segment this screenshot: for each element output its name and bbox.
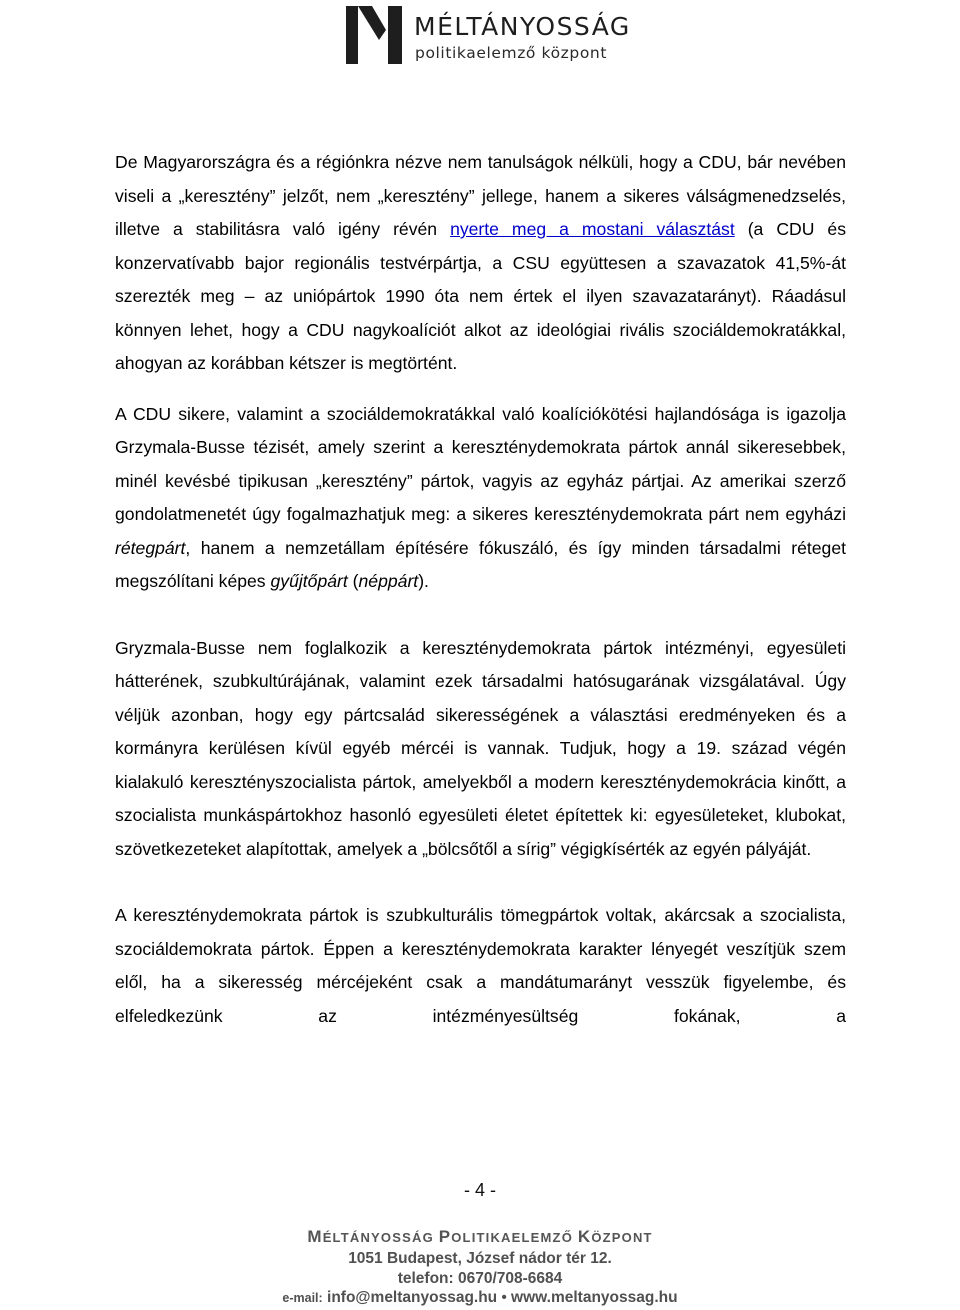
paragraph-2-emphasis-gyujtopart: gyűjtőpárt <box>270 571 348 591</box>
footer-org-initial-m: M <box>307 1227 323 1246</box>
footer-email-link[interactable]: info@meltanyossag.hu <box>327 1289 498 1306</box>
footer-org-initial-p: P <box>438 1227 452 1246</box>
article-link-election-result[interactable]: nyerte meg a mostani választást <box>450 219 735 239</box>
header-logo <box>346 6 631 64</box>
paragraph-2-text-d: ). <box>418 571 429 591</box>
footer-organization-name <box>240 1226 720 1249</box>
footer-org-word-1: ÉLTÁNYOSSÁG <box>322 1230 439 1245</box>
paragraph-2-text-b: , hanem a nemzetállam építésére fókuszáló, és így minden társadalmi réteget megszólítani képes <box>115 537 846 591</box>
meltanyossag-logo-mark-icon <box>346 6 404 64</box>
footer-address: 1051 Budapest, József nádor tér 12. <box>348 1250 612 1267</box>
footer-org-word-2: OLITIKAELEMZŐ <box>451 1230 578 1245</box>
paragraph-1 <box>115 146 846 381</box>
footer-org-word-3: ÖZPONT <box>591 1230 653 1245</box>
footer-bullet-separator: • <box>501 1289 507 1306</box>
paragraph-2-text-c: ( <box>347 571 359 591</box>
page-number: - 4 - <box>463 1180 496 1200</box>
footer-email-label: e-mail: <box>282 1291 323 1305</box>
footer-website-link[interactable]: www.meltanyossag.hu <box>511 1289 678 1306</box>
article-body <box>115 146 846 1033</box>
paragraph-2 <box>115 398 846 599</box>
paragraph-2-text-a: A CDU sikere, valamint a szociáldemokratákkal való koalíciókötési hajlandósága is igazolja Grzymala-Busse tézisét, amely szerint a kereszténydemokrata pártok annál sikeresebbek, minél kevésbé tipikusan „keresztény” pártok, vagyis az egyház pártjai. Az amerikai szerző gondolatmenetét úgy fogalmazhatjuk meg: a sikeres kereszténydemokrata párt nem egyházi <box>115 403 846 524</box>
footer-contact-line <box>240 1288 720 1309</box>
paragraph-2-emphasis-neppart: néppárt <box>358 571 419 591</box>
paragraph-3: Gryzmala-Busse nem foglalkozik a kereszténydemokrata pártok intézményi, egyesületi hátterének, szubkultúrájának, valamint ezek társadalmi hatósugarának vizsgálatával. Úgy véljük azonban, hogy egy pártcsalád sikerességének a választási eredményeken és a kormányra kerülésen kívül egyéb mércéi is vannak. Tudjuk, hogy a 19. század végén kialakuló keresztényszocialista pártok, amelyekből a modern kereszténydemokrácia kinőtt, a szocialista munkáspártokhoz hasonló egyesületi életet építettek ki: egyesületeket, klubokat, szövetkezeteket alapítottak, amelyek a „bölcsőtől a sírig” végigkísérték az egyén pályáját. <box>115 637 846 859</box>
paragraph-1-text-end: (a CDU és konzervatívabb bajor regionális testvérpártja, a CSU együttesen a szavazatok 41,5%-át szerezték meg – az uniópártok 1990 óta nem értek el ilyen szavazatarányt). Ráadásul könnyen lehet, hogy a CDU nagykoalíciót alkot az ideológiai rivális szociáldemokratákkal, ahogyan az korábban kétszer is megtörtént. <box>115 219 846 373</box>
logo-subtitle: politikaelemző központ <box>415 44 608 62</box>
footer <box>240 1226 720 1309</box>
paragraph-1-text-start: De Magyarországra és a régiónkra nézve nem tanulságok nélküli, hogy a CDU, bár nevében viseli a „keresztény” jelzőt, nem „keresztény” jellege, hanem a sikeres válságmenedzselés, illetve a stabilitásra való igény révén <box>115 152 846 239</box>
footer-org-initial-k: K <box>577 1227 592 1246</box>
paragraph-2-emphasis-retegpart: rétegpárt <box>115 537 186 558</box>
logo-name: MÉLTÁNYOSSÁG <box>414 12 631 41</box>
paragraph-4: A kereszténydemokrata pártok is szubkulturális tömegpártok voltak, akárcsak a szocialista, szociáldemokrata pártok. Éppen a kereszténydemokrata karakter lényegét veszítjük szem elől, ha a sikeresség mércéjeként csak a mandátumarányt vesszük figyelembe, és elfeledkezünk az intézményesültség fokának, a <box>115 905 846 1026</box>
footer-phone: telefon: 0670/708-6684 <box>397 1269 563 1287</box>
